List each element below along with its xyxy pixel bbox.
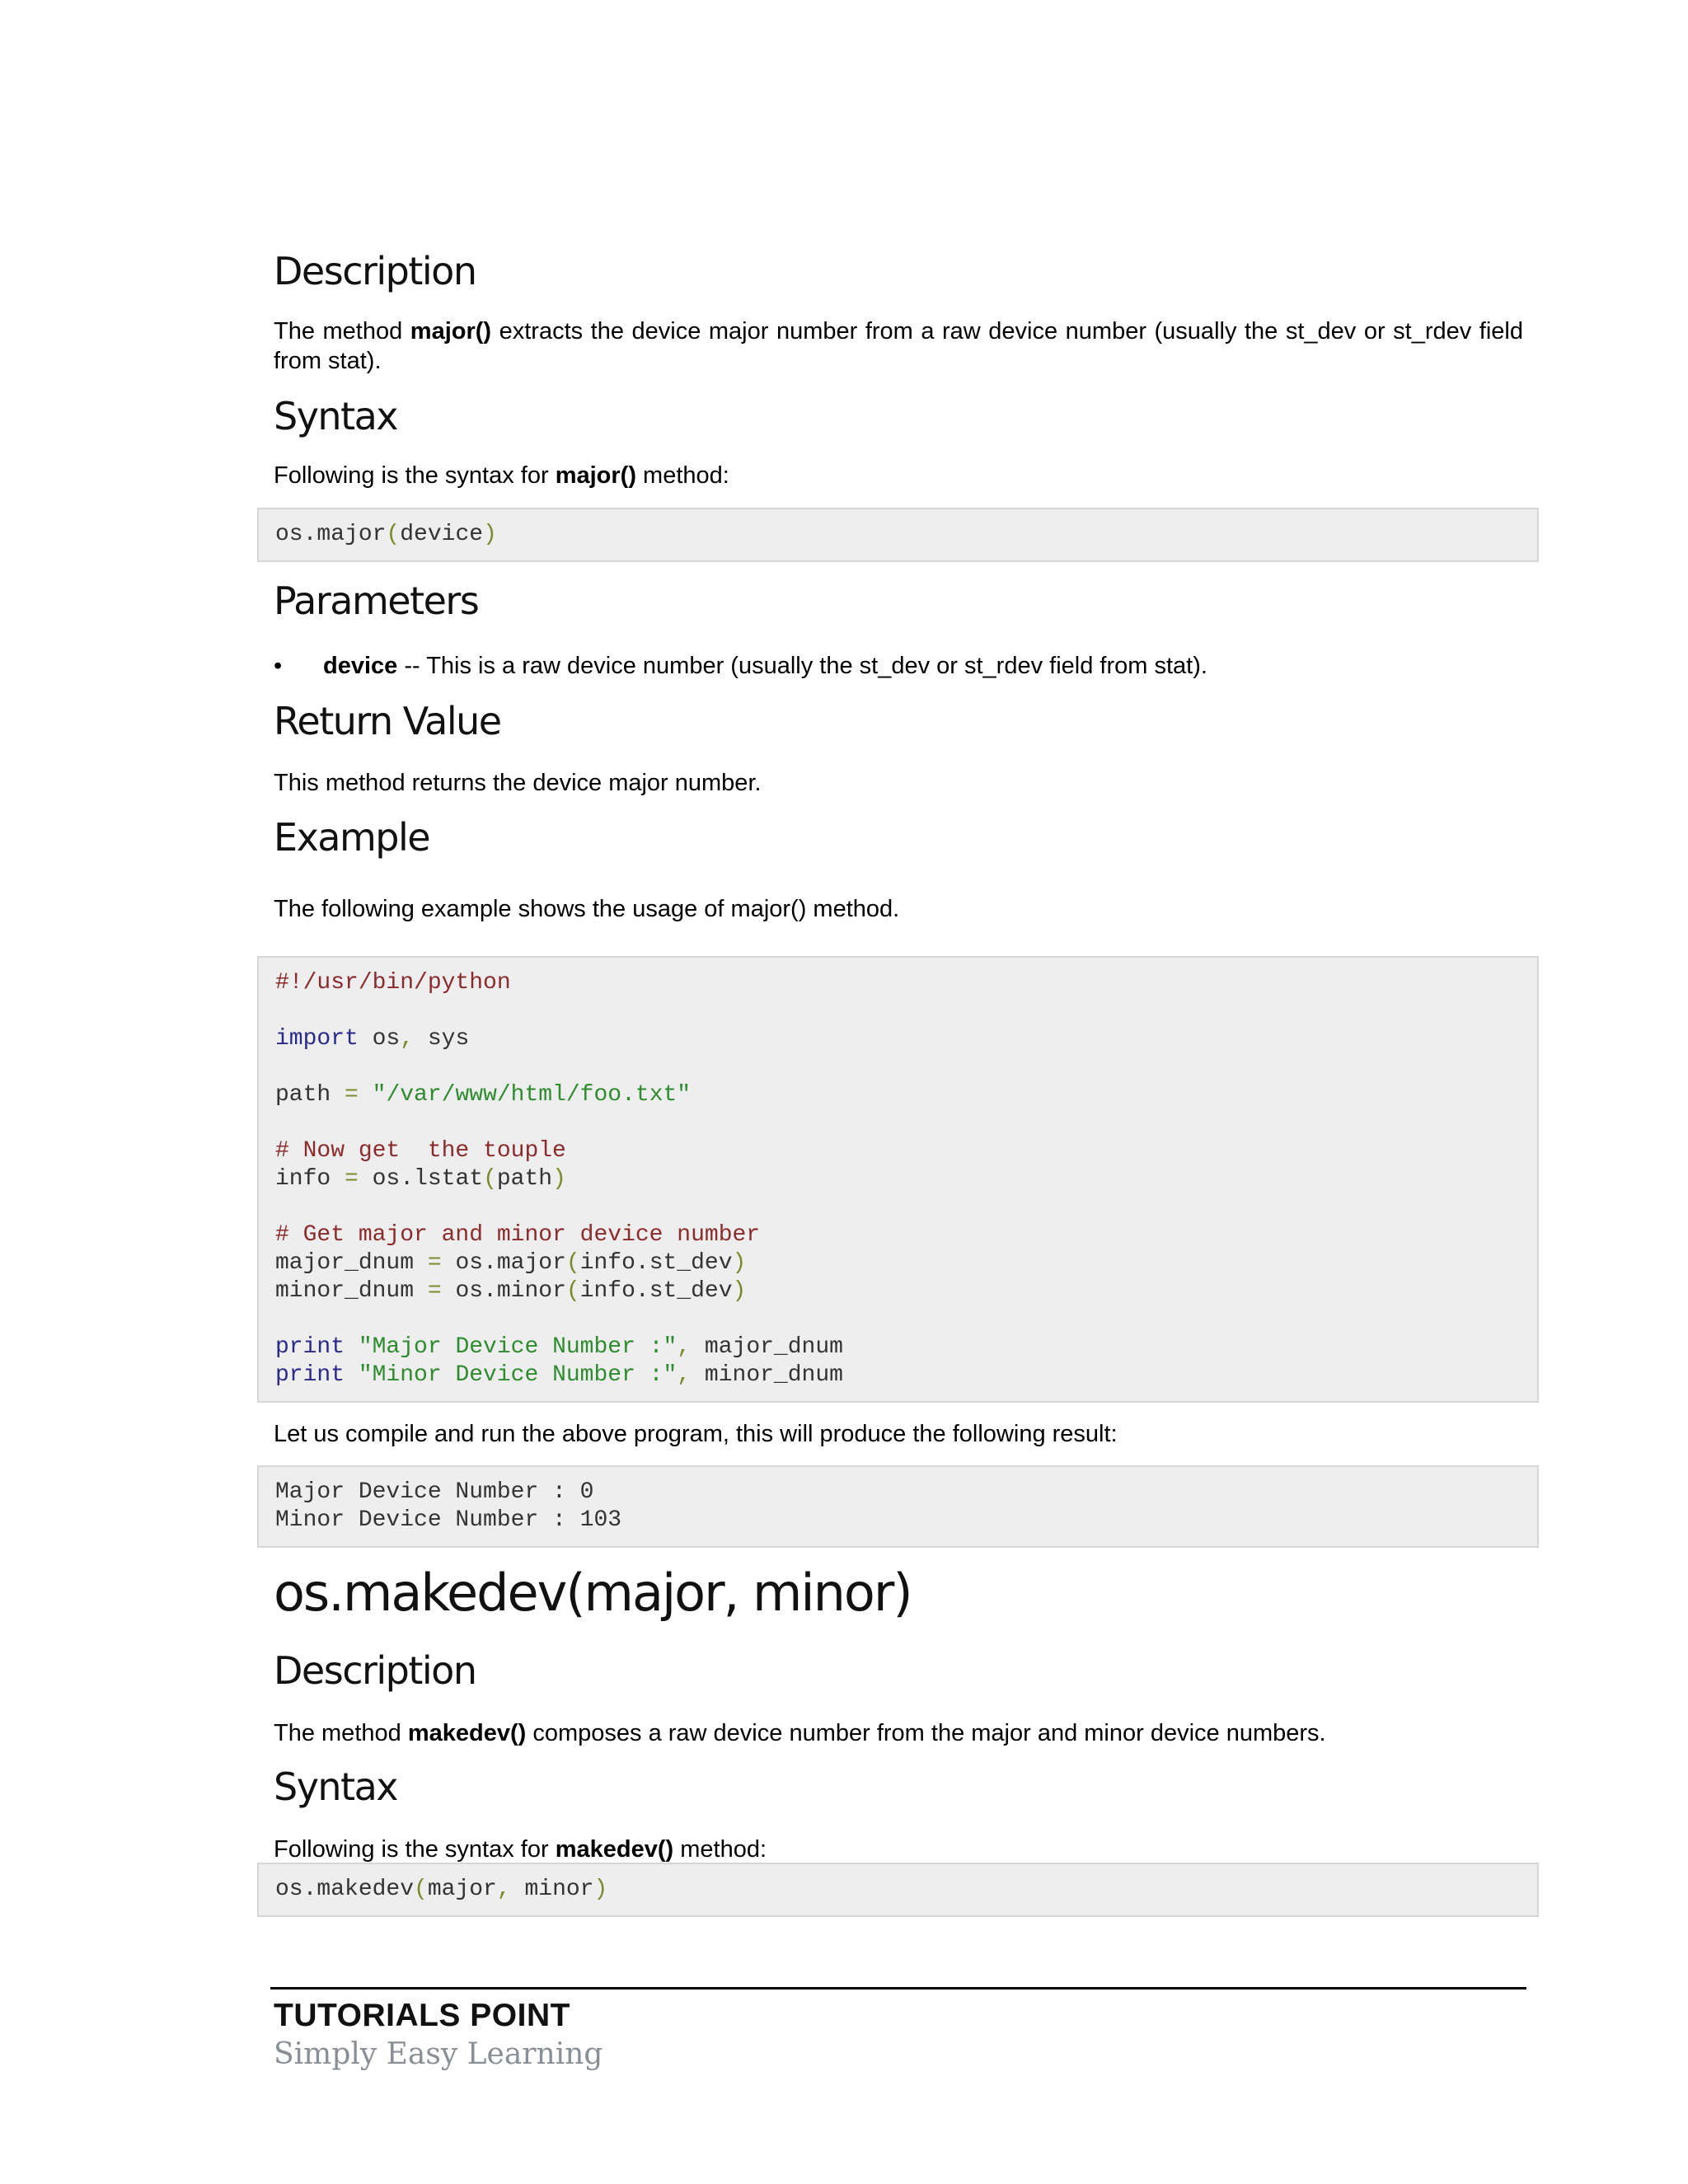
code-line (275, 1025, 1537, 1053)
code-token: print (275, 1334, 345, 1360)
code-line (275, 1305, 1537, 1333)
return-value-heading: Return Value (274, 699, 501, 743)
code-token: os.minor (441, 1278, 566, 1304)
code-token: ) (483, 522, 497, 547)
description-heading: Description (274, 249, 476, 293)
code-token: os.major (275, 522, 387, 547)
code-token: ( (483, 1166, 497, 1192)
code-token: info.st_dev (579, 1278, 733, 1304)
syntax-intro: Following is the syntax for major() method: (274, 462, 729, 489)
example-heading: Example (274, 815, 430, 860)
code-token: ( (565, 1278, 580, 1304)
code-token: ( (414, 1877, 428, 1902)
code-line (275, 1479, 1537, 1507)
example-intro: The following example shows the usage of major() method. (274, 896, 900, 922)
code-token: Minor Device Number : 103 (275, 1507, 622, 1533)
code-token: "Major Device Number :" (358, 1334, 678, 1360)
footer-brand: TUTORIALS POINT (274, 1998, 570, 2033)
code-token: # Get major and minor device number (275, 1222, 761, 1248)
code-token: ) (732, 1250, 747, 1276)
code-line (275, 1876, 1537, 1904)
code-token: "/var/www/html/foo.txt" (372, 1082, 692, 1108)
code-line (275, 969, 1537, 997)
code-token: = (345, 1166, 359, 1192)
makedev-syntax-code-block (257, 1863, 1539, 1917)
code-token: # Now get the touple (275, 1138, 566, 1164)
syntax-code-block (257, 508, 1539, 562)
code-token (345, 1362, 359, 1388)
makedev-description-heading: Description (274, 1648, 476, 1693)
code-token: major (427, 1877, 497, 1902)
syntax-heading: Syntax (274, 394, 398, 438)
code-line (275, 1249, 1537, 1277)
code-line (275, 1109, 1537, 1137)
code-token: ( (386, 522, 401, 547)
code-token: major_dnum (691, 1334, 843, 1360)
description-text: The method major() extracts the device major number from a raw device number (usually the st_dev or st_rdev field from stat). (274, 318, 1523, 374)
code-token: path (496, 1166, 553, 1192)
code-token: info (275, 1166, 345, 1192)
example-code-block (257, 956, 1539, 1403)
code-line (275, 521, 1537, 549)
code-line (275, 1137, 1537, 1165)
code-line (275, 1361, 1537, 1390)
code-token: print (275, 1362, 345, 1388)
code-token: import (275, 1026, 359, 1052)
code-token: , (496, 1877, 511, 1902)
code-token: ) (593, 1877, 608, 1902)
code-token: os.makedev (275, 1877, 415, 1902)
return-value-text: This method returns the device major number. (274, 770, 762, 796)
code-token: os (358, 1026, 401, 1052)
parameter-name: device (323, 653, 398, 679)
parameter-desc: -- This is a raw device number (usually the st_dev or st_rdev field from stat). (397, 653, 1207, 679)
code-line (275, 1081, 1537, 1109)
footer-divider (270, 1987, 1526, 1990)
code-token (345, 1334, 359, 1360)
footer-tagline: Simply Easy Learning (274, 2037, 603, 2071)
makedev-syntax-heading: Syntax (274, 1765, 398, 1809)
code-token: , (677, 1334, 692, 1360)
parameters-heading: Parameters (274, 579, 479, 623)
code-token: , (677, 1362, 692, 1388)
code-token: Major Device Number : 0 (275, 1479, 594, 1505)
code-line (275, 1277, 1537, 1305)
result-intro: Let us compile and run the above program, this will produce the following result: (274, 1421, 1118, 1447)
code-line (275, 1221, 1537, 1249)
code-line (275, 1193, 1537, 1221)
bullet-icon: • (274, 653, 283, 679)
code-token: ) (552, 1166, 566, 1192)
code-token: minor_dnum (275, 1278, 428, 1304)
code-token: sys (414, 1026, 470, 1052)
code-token: "Minor Device Number :" (358, 1362, 678, 1388)
code-token: = (427, 1278, 442, 1304)
makedev-description-text: The method makedev() composes a raw device number from the major and minor device numbers. (274, 1720, 1326, 1746)
code-token: device (400, 522, 484, 547)
code-token: ) (732, 1278, 747, 1304)
code-line (275, 1053, 1537, 1081)
code-token: ( (565, 1250, 580, 1276)
code-line (275, 997, 1537, 1025)
code-line (275, 1507, 1537, 1535)
code-token: #!/usr/bin/python (275, 970, 511, 996)
code-token: minor (510, 1877, 594, 1902)
code-token: major_dnum (275, 1250, 428, 1276)
code-token (359, 1082, 373, 1108)
code-line (275, 1165, 1537, 1193)
code-token: path (275, 1082, 345, 1108)
makedev-syntax-intro: Following is the syntax for makedev() method: (274, 1836, 767, 1863)
code-token: minor_dnum (691, 1362, 843, 1388)
code-token: os.major (441, 1250, 566, 1276)
code-line (275, 1333, 1537, 1361)
code-token: os.lstat (358, 1166, 484, 1192)
result-output-block (257, 1465, 1539, 1548)
code-token: = (427, 1250, 442, 1276)
makedev-title: os.makedev(major, minor) (274, 1563, 912, 1623)
code-token: = (345, 1082, 359, 1108)
code-token: info.st_dev (579, 1250, 733, 1276)
code-token: , (400, 1026, 415, 1052)
